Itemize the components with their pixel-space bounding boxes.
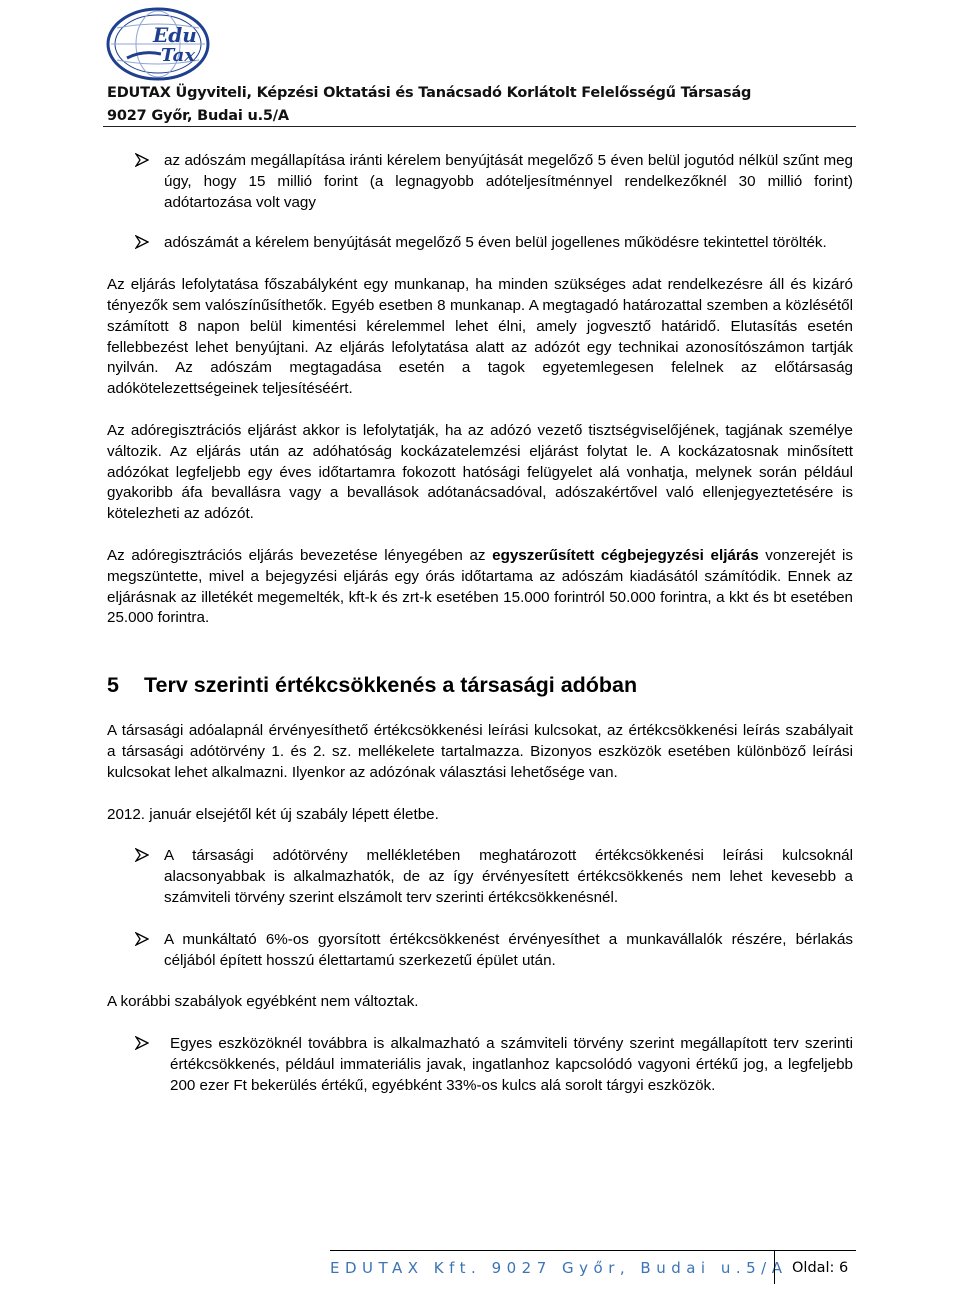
document-body <box>107 151 853 1097</box>
arrowhead-bullet-icon <box>135 153 149 167</box>
company-address: 9027 Győr, Budai u.5/A <box>107 108 289 124</box>
bullet-item <box>107 233 853 254</box>
company-name: EDUTAX Ügyviteli, Képzési Oktatási és Tanácsadó Korlátolt Felelősségű Társaság <box>107 85 752 101</box>
bullet-item <box>107 930 853 972</box>
bullet-item <box>107 1034 853 1096</box>
bullet-text: adószámát a kérelem benyújtását megelőző 5 éven belül jogellenes működésre tekintettel törölték. <box>164 234 827 252</box>
footer-divider <box>330 1250 856 1251</box>
paragraph <box>107 546 853 629</box>
paragraph: Az adóregisztrációs eljárást akkor is lefolytatják, ha az adózó vezető tisztségviselőjének, tagjának személye változik. Az eljárás után az adóhatóság kockázatelemzési eljárást folytat le. A kockázatosnak minősített adózókat legfeljebb egy éves időtartamra fokozott hatósági felügyelet alá vonhatja, melynek során például gyakoribb áfa bevallásra vagy a bevallások adótanácsadóval, adószakértővel való ellenjegyeztetésére is kötelezheti az adózót. <box>107 421 853 523</box>
emphasis-text: egyszerűsített cégbejegyzési eljárás <box>492 546 759 564</box>
paragraph-text: vonzerejét is megszüntette, mivel a bejegyzési eljárás egy órás időtartama az adószám kiadásától számítódik. Ennek az eljárásnak az illetékét megemelték, kft-k és zrt-k esetében 15.000 forintról 50.000 forintra, a kkt és bt esetében 25.000 forintra. <box>107 546 853 627</box>
paragraph: 2012. január elsejétől két új szabály lépett életbe. <box>107 805 439 823</box>
paragraph: A korábbi szabályok egyébként nem változtak. <box>107 993 419 1011</box>
company-header <box>107 82 867 128</box>
edutax-logo <box>103 6 213 82</box>
arrowhead-bullet-icon <box>135 932 149 946</box>
paragraph: Az eljárás lefolytatása főszabályként egy munkanap, ha minden szükséges adat rendelkezésre áll és kizáró tényezők sem valószínűsíthetők. Egyéb esetben 8 munkanap. A megtagadó határozattal szemben a közlésétől számított 8 napon belül kimentési kérelemmel lehet élni, amely jogvesztő határidő. Elutasítás esetén fellebbezést lehet benyújtani. Az eljárás lefolytatása alatt az adózót egy technikai azonosítószámon tartják nyilván. Az adószám megtagadása esetén a tagok egyetemlegesen felelnek az előtársaság adókötelezettségeinek teljesítéséért. <box>107 276 853 398</box>
footer-separator <box>774 1250 775 1284</box>
logo-text-tax: Tax <box>161 45 196 66</box>
arrowhead-bullet-icon <box>135 235 149 249</box>
section-heading <box>107 671 853 699</box>
section-number: 5 <box>107 673 119 698</box>
bullet-text: Egyes eszközöknél továbbra is alkalmazható a számviteli törvény szerint megállapított terv szerinti értékcsökkenés, például immateriális javak, ingatlanhoz kapcsolódó vagyoni értékű jog, a legfeljebb 200 ezer Ft bekerülés értékű, egyébként 33%-os kulcs alá sorolt tárgyi eszközök. <box>170 1035 853 1094</box>
arrowhead-bullet-icon <box>135 1036 149 1050</box>
arrowhead-bullet-icon <box>135 848 149 862</box>
bullet-text: A munkáltató 6%-os gyorsított értékcsökkenést érvényesíthet a munkavállalók részére, bérlakás céljából épített hosszú élettartamú szerkezetű épület után. <box>164 930 853 969</box>
logo-text-edu: Edu <box>153 23 197 47</box>
bullet-text: az adószám megállapítása iránti kérelem benyújtását megelőző 5 éven belül jogutód nélkül szűnt meg úgy, hogy 15 millió forint (a legnagyobb adóteljesítménnyel rendelkezőknél 30 millió forint) adótartozása volt vagy <box>164 152 853 211</box>
header-divider <box>103 126 856 127</box>
paragraph-text: Az adóregisztrációs eljárás bevezetése lényegében az <box>107 546 493 564</box>
section-title: Terv szerinti értékcsökkenés a társasági adóban <box>144 673 638 698</box>
page-footer <box>330 1250 856 1284</box>
page-number: Oldal: 6 <box>792 1260 849 1276</box>
bullet-item <box>107 151 853 213</box>
bullet-text: A társasági adótörvény mellékletében meghatározott értékcsökkenési leírási kulcsoknál alacsonyabbak is alkalmazhatók, de az így érvényesített értékcsökkenés nem lehet kevesebb a számviteli törvény szerint elszámolt terv szerinti értékcsökkenésnél. <box>164 847 853 906</box>
footer-address: EDUTAX Kft. 9027 Győr, Budai u.5/A <box>330 1259 788 1277</box>
bullet-item <box>107 846 853 908</box>
paragraph: A társasági adóalapnál érvényesíthető értékcsökkenési leírási kulcsokat, az értékcsökkenési leírás szabályait a társasági adótörvény 1. és 2. sz. mellékelete tartalmazza. Bizonyos eszközök esetében különböző leírási kulcsokat lehet alkalmazni. Ilyenkor az adózónak választási lehetősége van. <box>107 722 853 781</box>
